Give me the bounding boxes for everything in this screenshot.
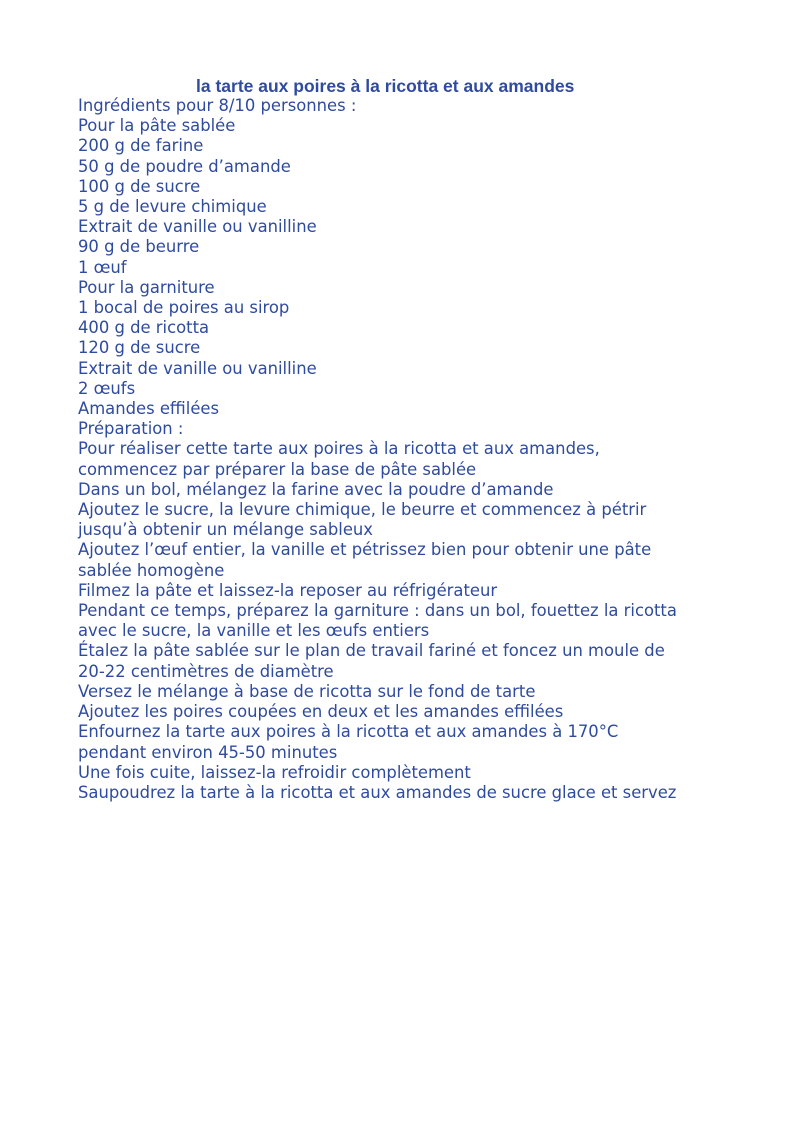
- text-line: Ingrédients pour 8/10 personnes :: [78, 96, 357, 115]
- text-line: jusqu’à obtenir un mélange sableux: [78, 520, 374, 540]
- text-line: Étalez la pâte sablée sur le plan de travail fariné et foncez un moule de: [78, 641, 665, 661]
- text-line: 5 g de levure chimique: [78, 197, 267, 217]
- text-line: Pour réaliser cette tarte aux poires à la ricotta et aux amandes,: [78, 439, 600, 459]
- text-line: 200 g de farine: [78, 136, 204, 156]
- text-line: 2 œufs: [78, 378, 136, 398]
- text-line: 100 g de sucre: [78, 176, 201, 196]
- recipe-body: [78, 96, 738, 803]
- text-line: commencez par préparer la base de pâte sablée: [78, 459, 477, 479]
- text-line: 120 g de sucre: [78, 338, 201, 358]
- text-line: Saupoudrez la tarte à la ricotta et aux amandes de sucre glace et servez: [78, 782, 677, 802]
- text-line: pendant environ 45-50 minutes: [78, 742, 338, 762]
- text-line: 1 bocal de poires au sirop: [78, 298, 290, 318]
- text-line: 400 g de ricotta: [78, 318, 210, 338]
- text-line: avec le sucre, la vanille et les œufs entiers: [78, 621, 430, 641]
- text-line: Versez le mélange à base de ricotta sur le fond de tarte: [78, 681, 536, 701]
- recipe-title: la tarte aux poires à la ricotta et aux amandes: [196, 76, 575, 96]
- text-line: 20-22 centimètres de diamètre: [78, 661, 334, 681]
- text-line: Préparation :: [78, 419, 184, 439]
- text-line: Pendant ce temps, préparez la garniture : dans un bol, fouettez la ricotta: [78, 601, 677, 621]
- text-line: Enfournez la tarte aux poires à la ricotta et aux amandes à 170°C: [78, 722, 619, 742]
- text-line: Extrait de vanille ou vanilline: [78, 217, 317, 237]
- text-line: Amandes effilées: [78, 399, 220, 419]
- text-line: Extrait de vanille ou vanilline: [78, 358, 317, 378]
- text-line: 90 g de beurre: [78, 237, 200, 257]
- text-line: sablée homogène: [78, 560, 225, 580]
- text-line: Pour la garniture: [78, 277, 215, 297]
- text-line: Pour la pâte sablée: [78, 116, 236, 136]
- text-line: Une fois cuite, laissez-la refroidir complètement: [78, 762, 471, 782]
- text-line: Filmez la pâte et laissez-la reposer au réfrigérateur: [78, 580, 498, 600]
- text-line: Ajoutez les poires coupées en deux et les amandes effilées: [78, 702, 564, 722]
- text-line: 1 œuf: [78, 257, 127, 277]
- text-line: Ajoutez l’œuf entier, la vanille et pétrissez bien pour obtenir une pâte: [78, 540, 652, 560]
- text-line: 50 g de poudre d’amande: [78, 156, 291, 176]
- text-line: Ajoutez le sucre, la levure chimique, le beurre et commencez à pétrir: [78, 500, 647, 520]
- text-line: Dans un bol, mélangez la farine avec la poudre d’amande: [78, 479, 554, 499]
